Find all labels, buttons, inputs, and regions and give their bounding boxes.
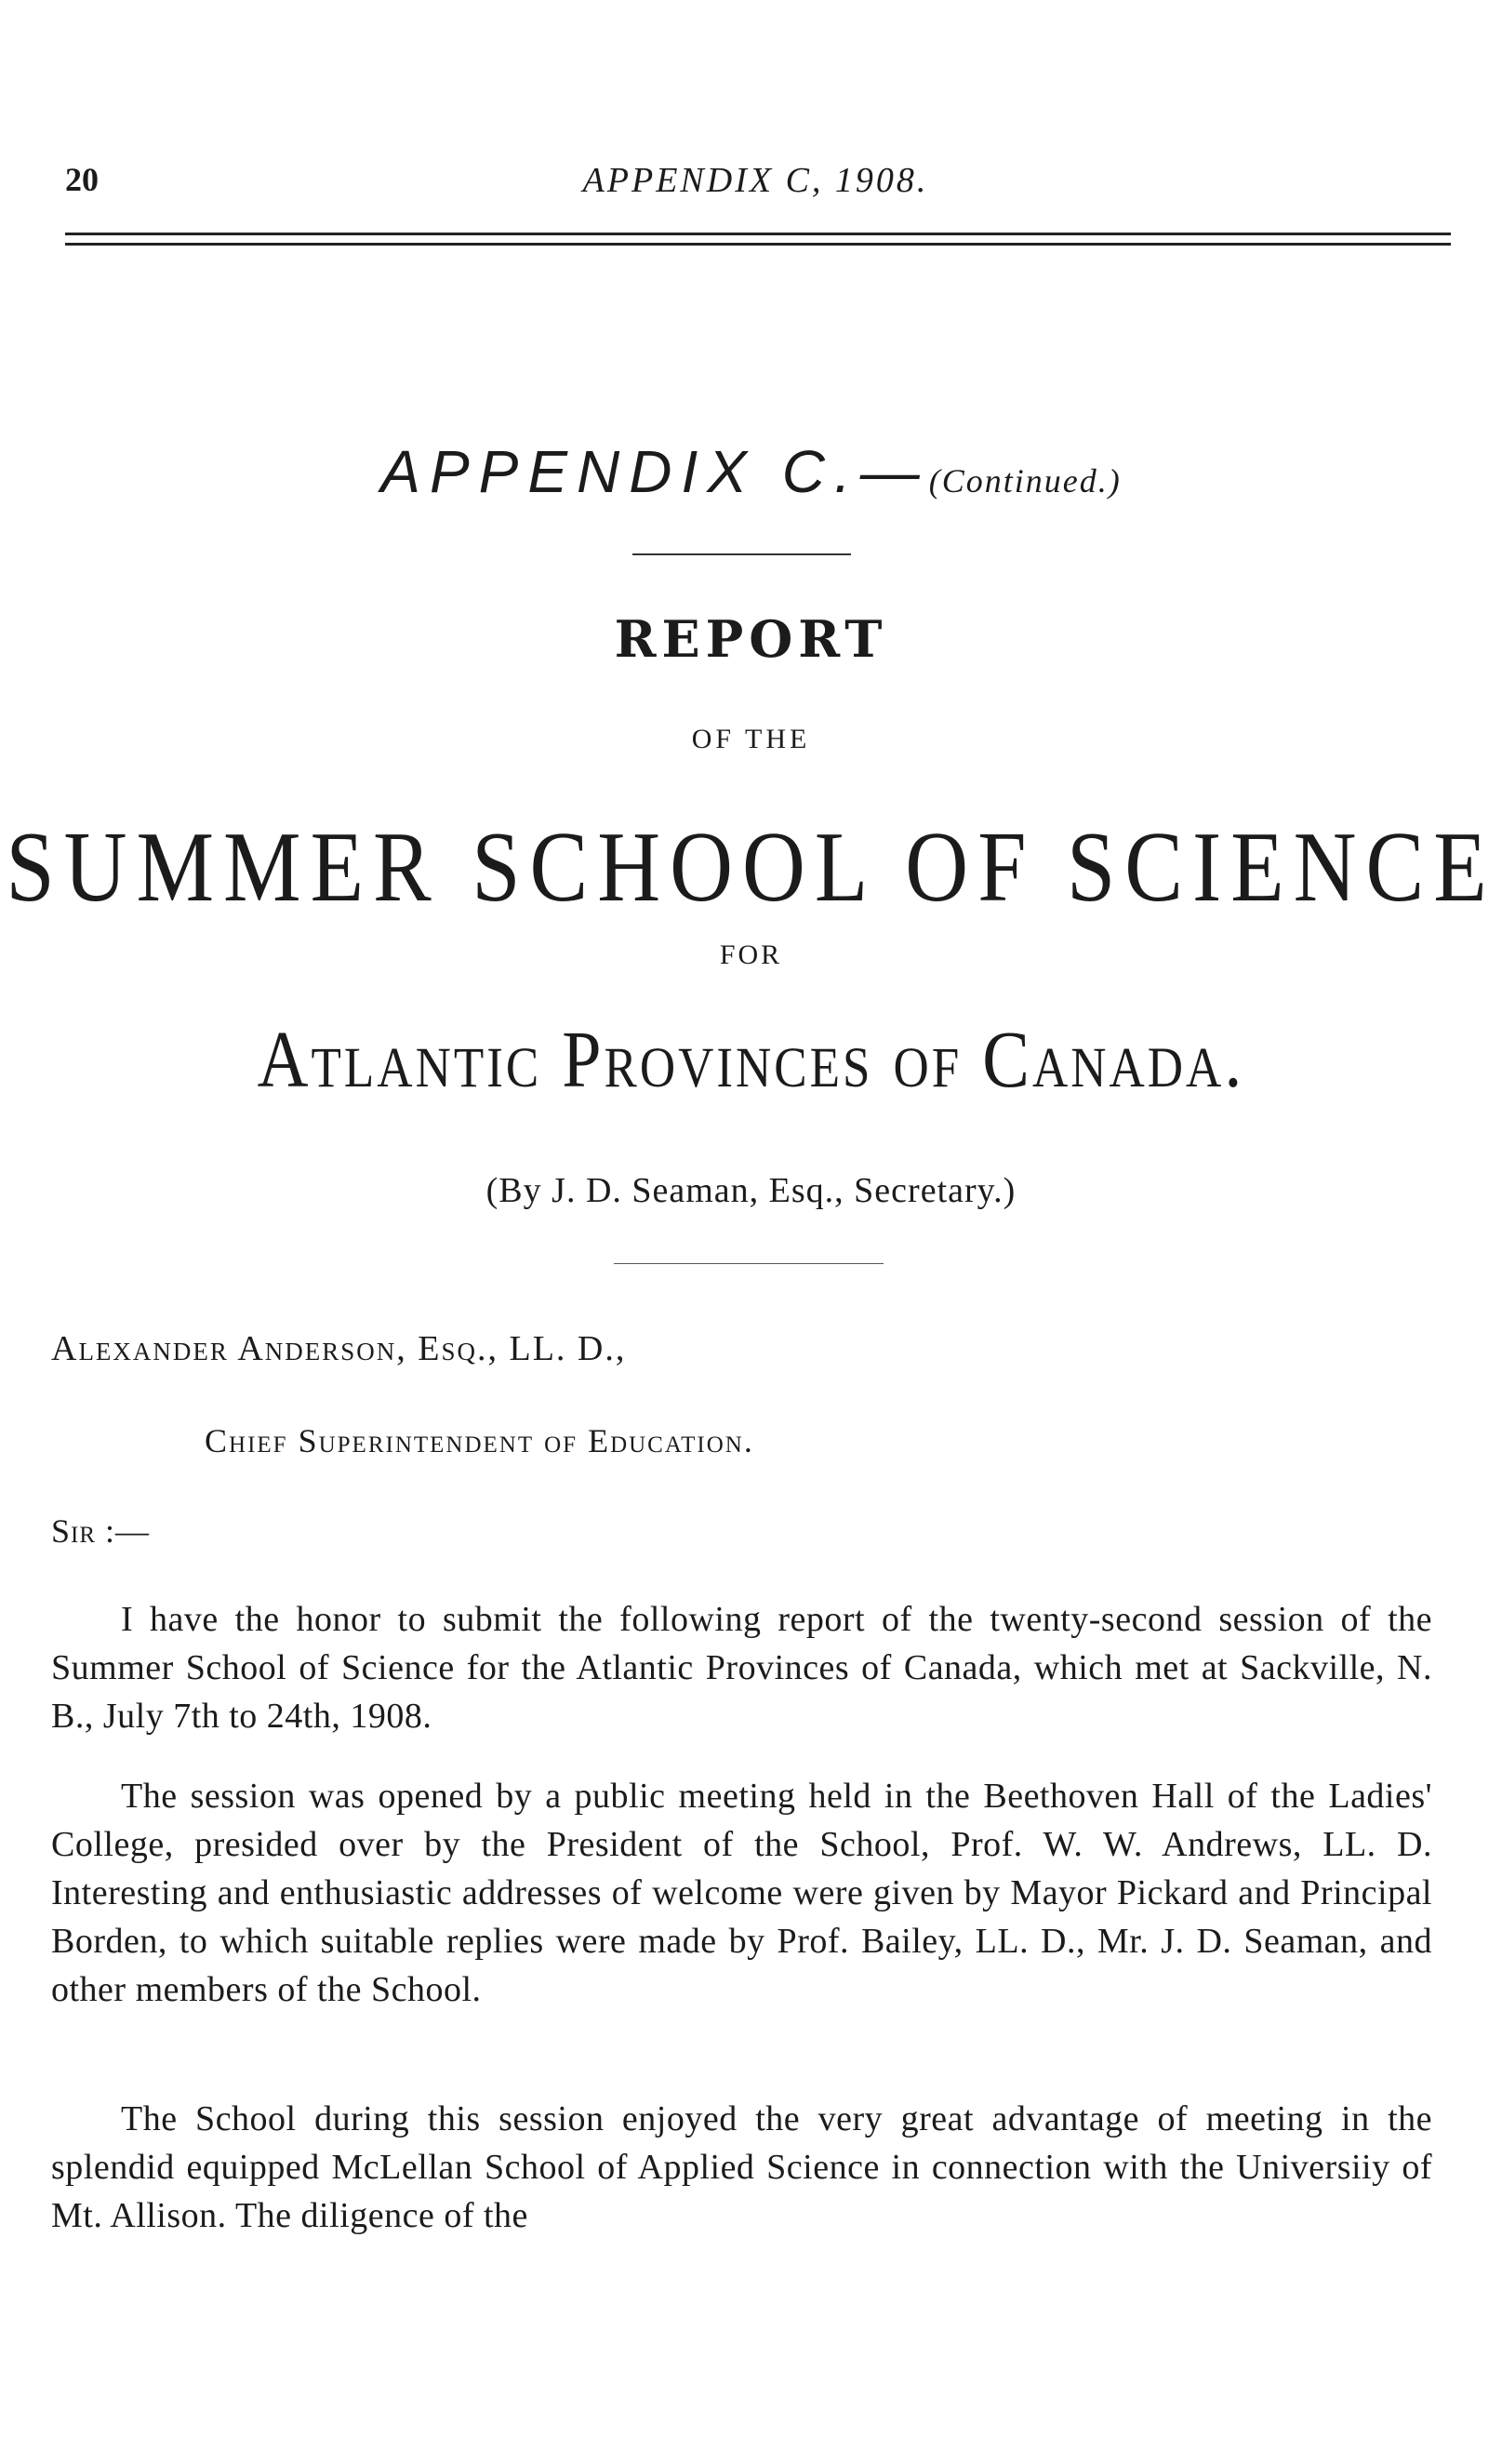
running-head: APPENDIX C, 1908. xyxy=(582,161,929,200)
paragraph xyxy=(51,2095,1432,2240)
page-number: 20 xyxy=(65,161,99,198)
of-the-line: OF THE xyxy=(691,724,811,754)
for-line: FOR xyxy=(719,939,783,970)
school-title: SUMMER SCHOOL OF SCIENCE xyxy=(6,811,1496,923)
addressee-title: Chief Superintendent of Education. xyxy=(205,1422,754,1459)
paragraph xyxy=(51,1772,1432,2014)
continued-label: (Continued.) xyxy=(928,462,1122,499)
paragraph-text: The School during this session enjoyed the very great advantage of meeting in the splendid equipped McLellan School of Applied Science in connection with the Universiiy of Mt. Allison. The diligence of the xyxy=(51,2099,1432,2235)
byline-divider xyxy=(614,1263,884,1264)
paragraph xyxy=(51,1595,1432,1740)
title-divider xyxy=(632,553,851,555)
appendix-label: APPENDIX C.— xyxy=(380,438,929,505)
paragraph-text: I have the honor to submit the following report of the twenty-second session of the Summer School of Science for the Atlantic Provinces of Canada, which met at Sackville, N. B., July 7th to 24th, 1908. xyxy=(51,1600,1432,1736)
report-heading: REPORT xyxy=(614,609,888,669)
byline: (By J. D. Seaman, Esq., Secretary.) xyxy=(485,1171,1017,1210)
provinces-heading: Atlantic Provinces of Canada. xyxy=(257,1015,1245,1105)
header-double-rule xyxy=(65,233,1451,246)
appendix-title xyxy=(0,437,1502,506)
addressee: Alexander Anderson, Esq., LL. D., xyxy=(51,1329,627,1368)
salutation: Sir :— xyxy=(51,1512,151,1550)
paragraph-text: The session was opened by a public meeting held in the Beethoven Hall of the Ladies' College, presided over by the President of the School, Prof. W. W. Andrews, LL. D. Interesting and enthusiastic addresses of welcome were given by Mayor Pickard and Principal Borden, to which suitable replies were made by Prof. Bailey, LL. D., Mr. J. D. Seaman, and other members of the School. xyxy=(51,1777,1432,2009)
page-header xyxy=(65,149,1446,205)
